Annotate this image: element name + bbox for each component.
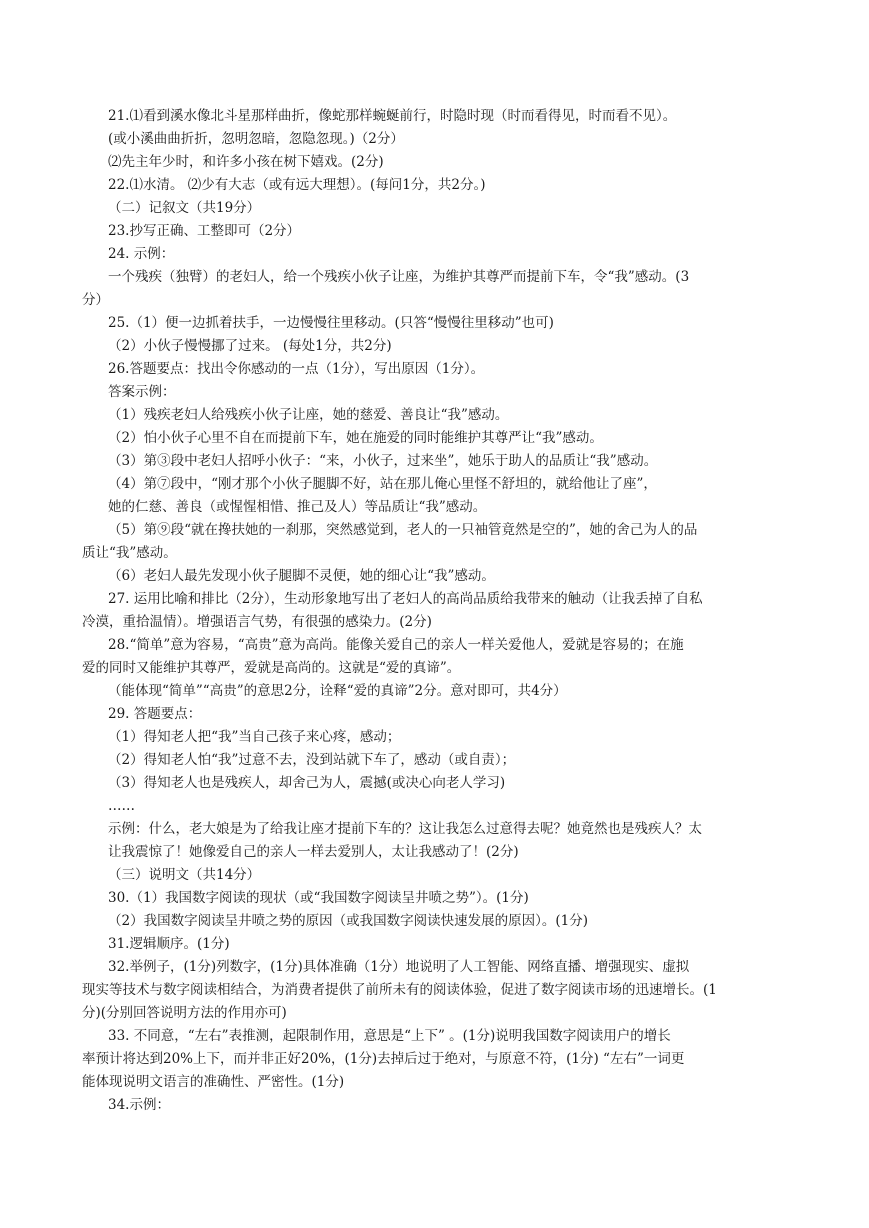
text-line: （4）第⑦段中，“刚才那个小伙子腿脚不好，站在那儿俺心里怪不舒坦的，就给他让了座”， xyxy=(108,476,657,492)
text-line: 质让“我”感动。 xyxy=(82,545,177,561)
text-line: 27. 运用比喻和排比（2分），生动形象地写出了老妇人的高尚品质给我带来的触动（让我丢掉了自私 xyxy=(108,591,703,607)
text-line: 能体现说明文语言的准确性、严密性。(1分) xyxy=(82,1074,345,1090)
text-line: 冷漠，重拾温情）。增强语言气势，有很强的感染力。(2分) xyxy=(82,614,432,630)
text-line: 25.（1）便一边抓着扶手，一边慢慢往里移动。(只答“慢慢往里移动”也可) xyxy=(108,315,554,331)
text-line: （2）小伙子慢慢挪了过来。 (每处1分，共2分) xyxy=(108,338,392,354)
text-line: （2）我国数字阅读呈井喷之势的原因（或我国数字阅读快速发展的原因）。(1分) xyxy=(108,913,588,929)
text-line: 28.“简单”意为容易，“高贵”意为高尚。能像关爱自己的亲人一样关爱他人，爱就是容易的；在施 xyxy=(108,637,684,653)
text-line: （1）得知老人把“我”当自己孩子来心疼，感动； xyxy=(108,729,401,745)
text-line: （3）得知老人也是残疾人，却舍己为人，震撼(或决心向老人学习) xyxy=(108,775,506,791)
text-line: 29. 答题要点： xyxy=(108,706,202,722)
text-line: 分)(分别回答说明方法的作用亦可) xyxy=(82,1005,287,1021)
text-line: （5）第⑨段“就在搀扶她的一刹那，突然感觉到，老人的一只袖管竟然是空的”，她的舍己为人的品 xyxy=(108,522,698,538)
text-line: 21.⑴看到溪水像北斗星那样曲折，像蛇那样蜿蜒前行，时隐时现（时而看得见，时而看不见）。 xyxy=(108,108,677,124)
text-line: （1）残疾老妇人给残疾小伙子让座，她的慈爱、善良让“我”感动。 xyxy=(108,407,509,423)
text-line: （3）第③段中老妇人招呼小伙子：“来，小伙子，过来坐”，她乐于助人的品质让“我”感动。 xyxy=(108,453,658,469)
text-line: 22.⑴水清。 ⑵少有大志（或有远大理想）。(每问1分，共2分。) xyxy=(108,177,486,193)
text-line: …… xyxy=(108,798,135,814)
text-line: （6）老妇人最先发现小伙子腿脚不灵便，她的细心让“我”感动。 xyxy=(108,568,495,584)
section-heading: （三）说明文（共14分） xyxy=(108,867,261,883)
text-line: 26.答题要点：找出令你感动的一点（1分），写出原因（1分）。 xyxy=(108,361,485,377)
text-line: 33. 不同意，“左右”表推测，起限制作用，意思是“上下” 。(1分)说明我国数字阅读用户的增长 xyxy=(108,1028,671,1044)
text-line: 现实等技术与数字阅读相结合，为消费者提供了前所未有的阅读体验，促进了数字阅读市场的迅速增长。(1 xyxy=(82,982,717,998)
text-line: （能体现“简单”“高贵”的意思2分，诠释“爱的真谛”2分。意对即可，共4分） xyxy=(108,683,567,699)
text-line: 34.示例： xyxy=(108,1097,170,1113)
text-line: 一个残疾（独臂）的老妇人，给一个残疾小伙子让座，为维护其尊严而提前下车，令“我”感动。(3 xyxy=(108,269,690,285)
text-line: 答案示例： xyxy=(108,384,176,400)
text-line: 让我震惊了！她像爱自己的亲人一样去爱别人，太让我感动了！(2分) xyxy=(108,844,519,860)
text-line: (或小溪曲曲折折，忽明忽暗，忽隐忽现。)（2分） xyxy=(108,131,404,147)
text-line: 分） xyxy=(82,292,109,308)
text-line: 爱的同时又能维护其尊严，爱就是高尚的。这就是“爱的真谛”。 xyxy=(82,660,461,676)
text-line: 示例：什么，老大娘是为了给我让座才提前下车的？这让我怎么过意得去呢？她竟然也是残疾人？太 xyxy=(108,821,702,837)
text-line: 24. 示例： xyxy=(108,246,175,262)
text-line: 30.（1）我国数字阅读的现状（或“我国数字阅读呈井喷之势”）。(1分) xyxy=(108,890,529,906)
section-heading: （二）记叙文（共19分） xyxy=(108,200,261,216)
text-line: （2）得知老人怕“我”过意不去，没到站就下车了，感动（或自责）； xyxy=(108,752,516,768)
text-line: 31.逻辑顺序。(1分) xyxy=(108,936,230,952)
text-line: 23.抄写正确、工整即可（2分） xyxy=(108,223,301,239)
text-line: 率预计将达到20%上下，而并非正好20%，(1分)去掉后过于绝对，与原意不符，(1分) “左右”一词更 xyxy=(82,1051,685,1067)
text-line: 32.举例子，(1分)列数字，(1分)具体准确（1分）地说明了人工智能、网络直播、增强现实、虚拟 xyxy=(108,959,690,975)
text-line: （2）怕小伙子心里不自在而提前下车，她在施爱的同时能维护其尊严让“我”感动。 xyxy=(108,430,603,446)
text-line: 她的仁慈、善良（或惺惺相惜、推己及人）等品质让“我”感动。 xyxy=(108,499,487,515)
text-line: ⑵先主年少时，和许多小孩在树下嬉戏。(2分) xyxy=(108,154,384,170)
